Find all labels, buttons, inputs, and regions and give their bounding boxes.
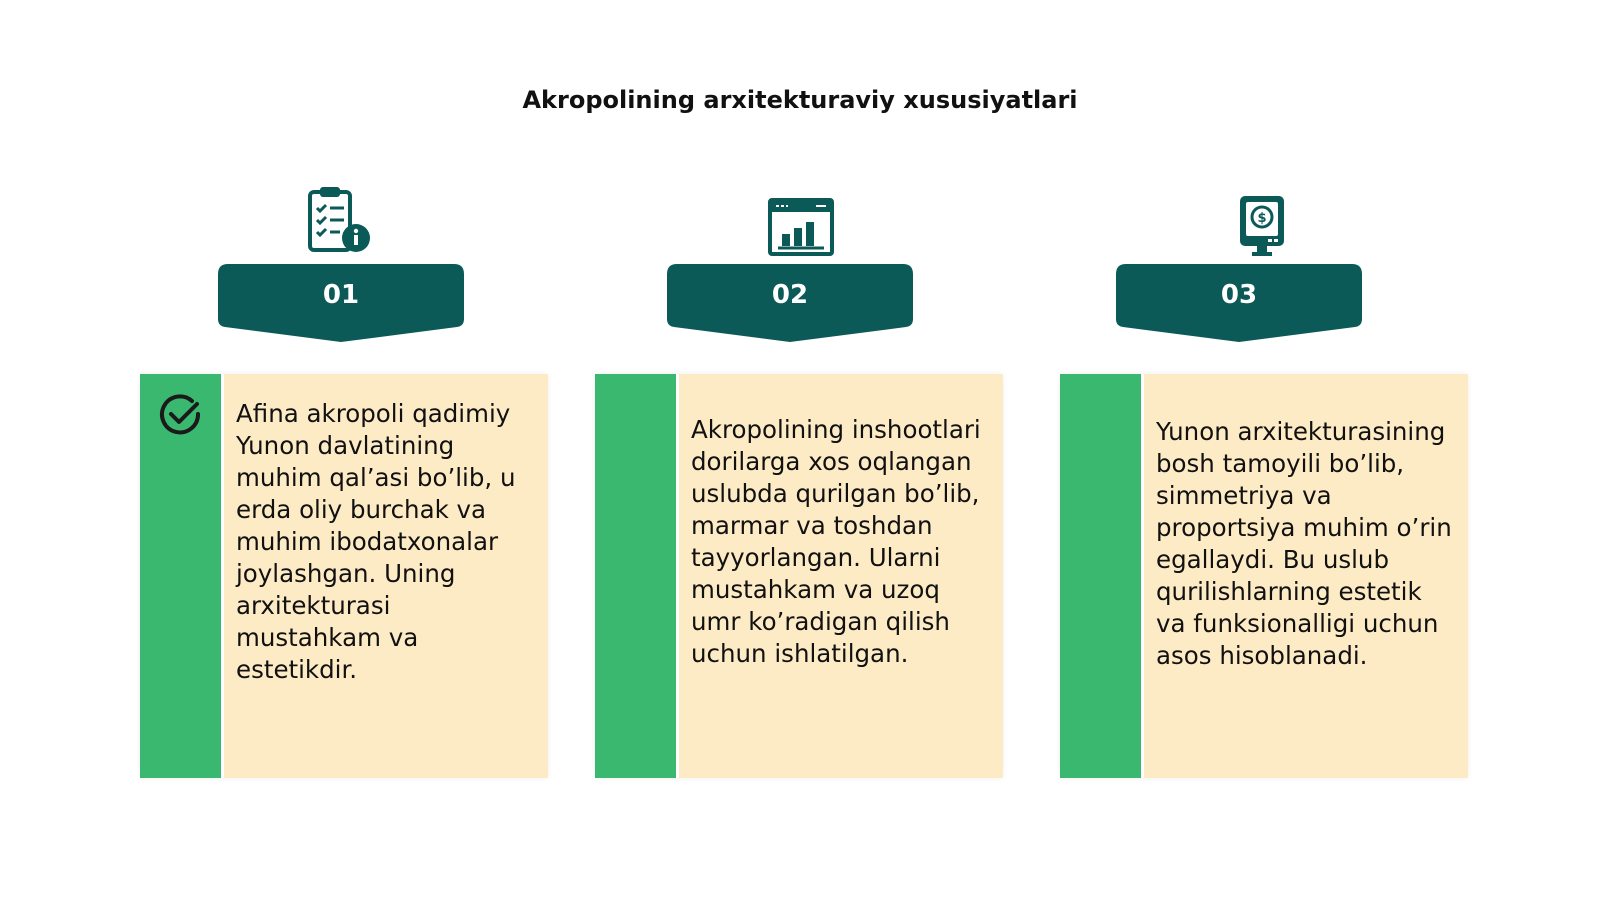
- accent-bar: [595, 374, 676, 778]
- step-badge-01: [218, 264, 464, 342]
- step-number: 03: [1220, 280, 1258, 310]
- bar-chart-window-icon: [766, 192, 838, 264]
- dollar-monitor-icon: [1226, 190, 1298, 262]
- step-badge-02: [667, 264, 913, 342]
- info-card-1: [140, 374, 548, 778]
- info-card-3: [1060, 374, 1468, 778]
- accent-bar: [1060, 374, 1141, 778]
- svg-text:$: $: [1257, 211, 1267, 226]
- card-text: Yunon arxitekturasining bosh tamoyili bo’lib, simmetriya va proportsiya muhim o’rin egallaydi. Bu uslub qurilishlarning estetik va funksionalligi uchun asos hisoblanadi.: [1156, 417, 1452, 670]
- card-text: Afina akropoli qadimiy Yunon davlatining muhim qal’asi bo’lib, u erda oliy burchak va muhim ibodatxonalar joylashgan. Uning arxitekturasi mustahkam va estetikdir.: [236, 399, 516, 684]
- step-badge-03: [1116, 264, 1362, 342]
- step-number: 01: [322, 280, 360, 310]
- clipboard-checklist-info-icon: [306, 186, 378, 258]
- step-number: 02: [771, 280, 809, 310]
- page-title: Akropolining arxitekturaviy xususiyatlari: [522, 86, 1078, 114]
- card-text: Akropolining inshootlari dorilarga xos oqlangan uslubda qurilgan bo’lib, marmar va toshdan tayyorlangan. Ularni mustahkam va uzoq umr ko’radigan qilish uchun ishlatilgan.: [691, 415, 981, 668]
- check-circle-icon: [158, 392, 204, 438]
- info-card-2: [595, 374, 1003, 778]
